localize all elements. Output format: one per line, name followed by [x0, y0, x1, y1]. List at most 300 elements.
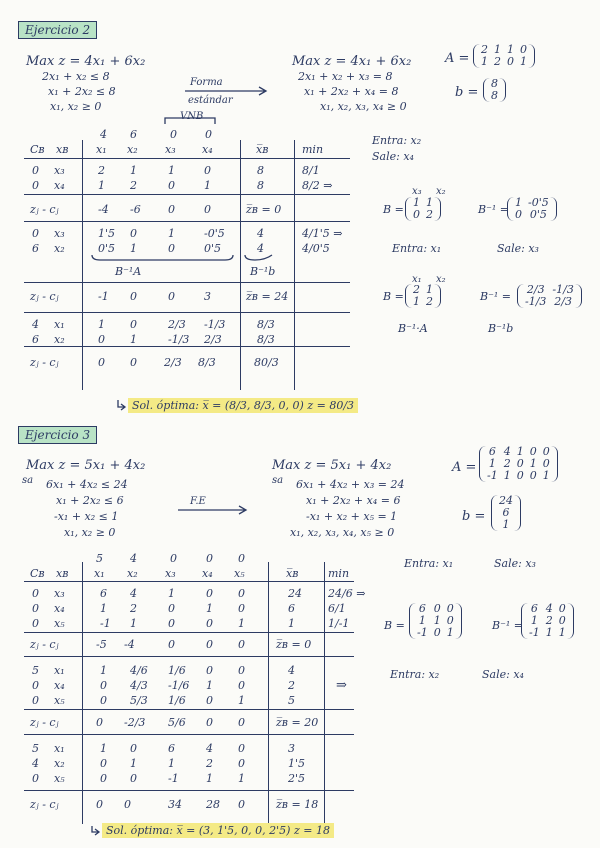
header-xb-bar: x̅ʙ [256, 143, 269, 156]
ex2-leave-1: Sale: x₄ [372, 150, 414, 163]
matrix-cell: 0 [515, 208, 522, 221]
tableau-cell: 6 [288, 602, 295, 615]
tableau-cell: 1 [100, 742, 107, 755]
header-x2: x₂ [127, 143, 138, 156]
ex2-objective: Max z = 4x₁ + 6x₂ [26, 54, 146, 69]
tableau-cell: -1 [98, 290, 109, 303]
tableau-cell: 6 [32, 242, 39, 255]
matrix-cell: 0 [446, 602, 454, 615]
tableau-cell: 1 [204, 179, 211, 192]
tableau-cell: 1 [168, 164, 175, 177]
tableau-cell: 0 [32, 602, 39, 615]
tableau-cell: 0 [238, 664, 245, 677]
ex2-rule-2 [24, 221, 350, 222]
tableau-cell: 0 [32, 587, 39, 600]
tableau-cell: -1 [168, 772, 179, 785]
header-xb: xʙ [56, 567, 69, 580]
ex3-enter-1: Entra: x₁ [404, 557, 454, 570]
tableau-cell: 0 [32, 179, 39, 192]
cost-x3: 0 [170, 128, 177, 141]
tableau-cell: 2/3 [204, 333, 222, 346]
tableau-cell: 8 [257, 179, 264, 192]
ex2-constraint-2: x₁ + 2x₂ ≤ 8 [48, 85, 116, 98]
tableau-cell: -6 [130, 203, 141, 216]
tableau-cell: 0 [238, 602, 245, 615]
ex3-rule-2 [24, 656, 354, 657]
header-x4: x₄ [202, 143, 213, 156]
tableau-cell: 4 [257, 242, 264, 255]
tableau-cell: 0 [206, 716, 213, 729]
ex2-enter-1: Entra: x₂ [372, 134, 422, 147]
tableau-cell: 6 [32, 333, 39, 346]
tableau-cell: 0 [206, 617, 213, 630]
tableau-cell: -4 [124, 638, 135, 651]
ex2-optimal-solution: Sol. óptima: x̅ = (8/3, 8/3, 0, 0) z = 80/3 [128, 398, 358, 413]
tableau-cell: z̅ʙ = 20 [276, 716, 319, 729]
header-xb: xʙ [56, 143, 69, 156]
tableau-cell: 8/3 [198, 356, 216, 369]
ex3-header-rule [24, 581, 354, 582]
ex2-under-b2: B⁻¹·A [398, 322, 428, 335]
ex3-constraint-2: x₁ + 2x₂ ≤ 6 [56, 494, 124, 507]
ex3-col-rule-2 [268, 562, 269, 824]
matrix-cell: 0 [542, 445, 550, 458]
tableau-cell: 8 [257, 164, 264, 177]
header-xb-bar: x̅ʙ [286, 567, 299, 580]
matrix-cell: -1 [487, 469, 498, 482]
ex3-col-rule-1 [82, 562, 83, 824]
tableau-cell: 24 [288, 587, 302, 600]
tableau-cell: 6/1 [328, 602, 346, 615]
tableau-cell: 80/3 [254, 356, 279, 369]
matrix-cell: 1 [520, 55, 527, 68]
ex3-constraint-3: -x₁ + x₂ ≤ 1 [54, 510, 119, 523]
tableau-cell: 0 [238, 716, 245, 729]
tableau-cell: 0 [168, 638, 175, 651]
ex2-a-label: A = [445, 51, 470, 66]
tableau-cell: 8/3 [257, 333, 275, 346]
tableau-cell: 0 [238, 638, 245, 651]
ex3-std-objective: Max z = 5x₁ + 4x₂ [272, 458, 392, 473]
tableau-cell: 6 [100, 587, 107, 600]
tableau-cell: 24/6 ⇒ [328, 587, 366, 600]
ex3-rule-1 [24, 632, 354, 633]
tableau-cell: 3 [204, 290, 211, 303]
tableau-cell: 4 [206, 742, 213, 755]
tableau-cell: z̅ʙ = 24 [246, 290, 289, 303]
tableau-cell: z̅ʙ = 0 [276, 638, 312, 651]
tableau-cell: 1 [130, 164, 137, 177]
cost-x3: 0 [170, 552, 177, 565]
tableau-cell: 0 [130, 772, 137, 785]
tableau-cell: 1'5 [98, 227, 116, 240]
matrix-cell: 1 [433, 614, 441, 627]
header-x3: x₃ [165, 143, 176, 156]
ex3-sa: sa [22, 475, 34, 486]
ex3-leave-2: Sale: x₄ [482, 668, 524, 681]
ex3-matrix-binv [526, 603, 569, 639]
ex2-arrow-label-bottom: estándar [188, 95, 233, 106]
tableau-cell: 0 [98, 333, 105, 346]
matrix-cell: 0 [542, 457, 550, 470]
ex2-binv-a-label: B⁻¹A [115, 265, 142, 278]
matrix-cell: 1 [481, 55, 488, 68]
tableau-cell: 1 [98, 318, 105, 331]
exercise-3-title: Ejercicio 3 [18, 426, 97, 444]
tableau-cell: 2 [206, 757, 213, 770]
matrix-cell: 1 [516, 445, 524, 458]
tableau-cell: 0 [206, 694, 213, 707]
ex2-col-rule-1 [82, 140, 83, 390]
ex2-constraint-1: 2x₁ + x₂ ≤ 8 [42, 70, 110, 83]
ex3-b-label: b = [462, 509, 486, 524]
matrix-cell: 6 [488, 445, 496, 458]
ex3-vector-b [496, 495, 516, 531]
tableau-cell: 5 [32, 742, 39, 755]
tableau-cell: 1/6 [168, 664, 186, 677]
ex3-col-rule-3 [324, 562, 325, 824]
tableau-cell: 0 [32, 227, 39, 240]
ex3-objective: Max z = 5x₁ + 4x₂ [26, 458, 146, 473]
matrix-cell: 24 [499, 494, 513, 507]
tableau-cell: 0 [130, 356, 137, 369]
tableau-cell: 1 [238, 694, 245, 707]
matrix-cell: 2 [545, 614, 553, 627]
tableau-cell: x₁ [54, 742, 65, 755]
tableau-cell: -1/6 [168, 679, 190, 692]
tableau-cell: x₃ [54, 164, 65, 177]
tableau-cell: -2/3 [124, 716, 146, 729]
matrix-cell: 4 [545, 602, 553, 615]
matrix-cell: 6 [502, 506, 510, 519]
cost-x1: 5 [96, 552, 103, 565]
tableau-cell: z̅ʙ = 0 [246, 203, 282, 216]
ex3-leave-1: Sale: x₃ [494, 557, 536, 570]
tableau-cell: 0 [96, 798, 103, 811]
ex2-std-constraint-1: 2x₁ + x₂ + x₃ = 8 [298, 70, 393, 83]
tableau-cell: x₃ [54, 227, 65, 240]
ex2-std-constraint-2: x₁ + 2x₂ + x₄ = 8 [304, 85, 399, 98]
tableau-cell: 1 [100, 602, 107, 615]
matrix-cell: 1 [418, 614, 426, 627]
matrix-cell: 1 [413, 295, 420, 308]
tableau-cell: 1 [98, 179, 105, 192]
tableau-cell: x₄ [54, 179, 65, 192]
matrix-cell: 1 [503, 469, 511, 482]
matrix-cell: -1 [417, 626, 428, 639]
tableau-cell: 0 [238, 587, 245, 600]
tableau-cell: 3 [288, 742, 295, 755]
tableau-cell: 0 [32, 694, 39, 707]
tableau-cell: x₅ [54, 772, 65, 785]
tableau-cell: 0 [130, 290, 137, 303]
ex2-col-rule-2 [240, 140, 241, 390]
tableau-cell: 0'5 [204, 242, 222, 255]
tableau-cell: z̅ʙ = 18 [276, 798, 319, 811]
matrix-cell: -1 [529, 626, 540, 639]
ex2-header-rule [24, 158, 350, 159]
tableau-cell: 0 [98, 356, 105, 369]
header-x1: x₁ [94, 567, 105, 580]
matrix-cell: 0'5 [529, 208, 547, 221]
ex2-rule-3 [24, 282, 350, 283]
ex2-binv2-label: B⁻¹ = [480, 290, 512, 303]
matrix-cell: 0 [558, 602, 566, 615]
matrix-cell: 0 [558, 614, 566, 627]
tableau-cell: -1/3 [168, 333, 190, 346]
tableau-cell: 2 [130, 602, 137, 615]
matrix-cell: 1 [545, 626, 553, 639]
tableau-cell: -1 [100, 617, 111, 630]
tableau-cell: -1/3 [204, 318, 226, 331]
tableau-cell: 0 [168, 203, 175, 216]
ex2-b2-head-2: x₂ [436, 274, 446, 285]
matrix-cell: -0'5 [528, 196, 549, 209]
tableau-cell: 0 [100, 679, 107, 692]
matrix-cell: 0 [413, 208, 420, 221]
tableau-cell: -4 [98, 203, 109, 216]
tableau-cell: 1 [130, 242, 137, 255]
matrix-cell: -1/3 [525, 295, 547, 308]
tableau-cell: 0 [130, 227, 137, 240]
tableau-cell: 4 [257, 227, 264, 240]
tableau-cell: 0 [130, 318, 137, 331]
ex2-matrix-b2 [410, 284, 436, 308]
matrix-cell: -1/3 [552, 283, 574, 296]
ex2-b2-head-1: x₁ [412, 274, 422, 285]
matrix-cell: 1 [426, 196, 433, 209]
tableau-cell: 1/6 [168, 694, 186, 707]
cost-x2: 6 [130, 128, 137, 141]
matrix-cell: 0 [516, 457, 524, 470]
ex2-binv-b-label: B⁻¹b [250, 265, 276, 278]
underbrace-binv-b [245, 255, 272, 260]
tableau-cell: 8/3 [257, 318, 275, 331]
cost-x5: 0 [238, 552, 245, 565]
matrix-cell: 2/3 [526, 283, 545, 296]
matrix-cell: 1 [488, 457, 496, 470]
tableau-cell: 0 [204, 164, 211, 177]
header-min: min [302, 143, 324, 156]
ex3-binv-label: B⁻¹ = [492, 619, 524, 632]
matrix-cell: 0 [529, 469, 537, 482]
tableau-cell: 2'5 [288, 772, 306, 785]
ex3-arrow-label: F.E [190, 496, 206, 507]
tableau-cell: zⱼ - cⱼ [30, 203, 59, 216]
tableau-cell: 0'5 [98, 242, 116, 255]
tableau-cell: zⱼ - cⱼ [30, 290, 59, 303]
tableau-cell: zⱼ - cⱼ [30, 716, 59, 729]
tableau-cell: 0 [130, 742, 137, 755]
tableau-cell: 1 [168, 587, 175, 600]
ex2-binv1-label: B⁻¹ = [478, 203, 510, 216]
matrix-cell: 0 [433, 602, 441, 615]
tableau-cell: 4 [130, 587, 137, 600]
tableau-cell: 1 [238, 772, 245, 785]
tableau-cell: 0 [168, 290, 175, 303]
cost-x2: 4 [130, 552, 137, 565]
tableau-cell: 0 [32, 617, 39, 630]
tableau-cell: 4 [32, 318, 39, 331]
tableau-cell: 0 [100, 694, 107, 707]
ex3-matrix-a [484, 446, 553, 482]
tableau-cell: 5 [32, 664, 39, 677]
header-x3: x₃ [165, 567, 176, 580]
tableau-cell: 0 [168, 242, 175, 255]
tableau-cell: 1 [206, 679, 213, 692]
tableau-cell: 2/3 [168, 318, 186, 331]
tableau-cell: 1 [130, 757, 137, 770]
tableau-cell: 0 [100, 757, 107, 770]
tableau-cell: 5/6 [168, 716, 186, 729]
matrix-cell: 0 [507, 55, 514, 68]
matrix-cell: 0 [520, 43, 527, 56]
tableau-cell: 0 [238, 798, 245, 811]
matrix-cell: 1 [502, 518, 510, 531]
tableau-cell: 0 [32, 164, 39, 177]
header-x4: x₄ [202, 567, 213, 580]
solution-pointer-ex2 [118, 400, 125, 410]
tableau-cell: -5 [96, 638, 107, 651]
tableau-cell: 28 [206, 798, 220, 811]
ex2-matrix-a [478, 44, 530, 68]
ex2-std-nonnegativity: x₁, x₂, x₃, x₄ ≥ 0 [320, 100, 407, 113]
tableau-cell: 2 [98, 164, 105, 177]
tableau-cell: 4/1'5 ⇒ [302, 227, 343, 240]
tableau-cell: 0 [32, 679, 39, 692]
tableau-cell: 2 [288, 679, 295, 692]
ex2-col-rule-3 [294, 140, 295, 390]
matrix-cell: 1 [426, 283, 433, 296]
header-min: min [328, 567, 350, 580]
matrix-cell: 1 [413, 196, 420, 209]
tableau-cell: zⱼ - cⱼ [30, 798, 59, 811]
tableau-cell: x₂ [54, 757, 65, 770]
matrix-cell: 0 [446, 614, 454, 627]
transform-arrow-ex3 [178, 506, 246, 514]
header-x2: x₂ [127, 567, 138, 580]
tableau-cell: 2 [130, 179, 137, 192]
tableau-cell: 0 [124, 798, 131, 811]
matrix-cell: 1 [515, 196, 522, 209]
tableau-cell: 5 [288, 694, 295, 707]
tableau-cell: 1 [206, 772, 213, 785]
ex2-enter-2: Entra: x₁ [392, 242, 442, 255]
tableau-cell: x₂ [54, 242, 65, 255]
matrix-cell: 0 [433, 626, 441, 639]
matrix-cell: 1 [542, 469, 550, 482]
tableau-cell: 34 [168, 798, 182, 811]
ex2-matrix-b1 [410, 197, 436, 221]
ex3-enter-2: Entra: x₂ [390, 668, 440, 681]
tableau-cell: 0 [238, 679, 245, 692]
ex3-std-constraint-1: 6x₁ + 4x₂ + x₃ = 24 [296, 478, 405, 491]
tableau-cell: 0 [100, 772, 107, 785]
tableau-cell: 8/2 ⇒ [302, 179, 333, 192]
ex2-std-objective: Max z = 4x₁ + 6x₂ [292, 54, 412, 69]
tableau-cell: 0 [168, 602, 175, 615]
matrix-cell: 1 [529, 457, 537, 470]
tableau-cell: 0 [168, 617, 175, 630]
matrix-cell: 1 [530, 614, 538, 627]
tableau-cell: 8/1 [302, 164, 320, 177]
tableau-cell: 0 [206, 638, 213, 651]
tableau-cell: 1 [288, 617, 295, 630]
ex3-std-sa: sa [272, 475, 284, 486]
tableau-cell: x₁ [54, 664, 65, 677]
tableau-cell: 4 [32, 757, 39, 770]
ex3-nonnegativity: x₁, x₂ ≥ 0 [64, 526, 116, 539]
ex2-b-label: b = [455, 85, 479, 100]
cost-x4: 0 [205, 128, 212, 141]
ex3-std-constraint-3: -x₁ + x₂ + x₅ = 1 [306, 510, 398, 523]
tableau-cell: 1 [206, 602, 213, 615]
ex3-rule-5 [24, 790, 354, 791]
matrix-cell: 1 [494, 43, 501, 56]
matrix-cell: 8 [491, 77, 498, 90]
tableau-cell: 1/-1 [328, 617, 350, 630]
tableau-cell: 1 [168, 227, 175, 240]
ex3-pivot-arrow: ⇒ [336, 678, 347, 693]
ex2-b1-label: B = [383, 203, 404, 216]
tableau-cell: 1 [130, 333, 137, 346]
ex2-arrow-label-top: Forma [190, 77, 223, 88]
tableau-cell: 4 [288, 664, 295, 677]
tableau-cell: zⱼ - cⱼ [30, 638, 59, 651]
ex2-rule-5 [24, 346, 350, 347]
header-cb: Cʙ [30, 143, 45, 156]
tableau-cell: 2/3 [164, 356, 182, 369]
ex2-b1-head-2: x₂ [436, 186, 446, 197]
tableau-cell: 0 [206, 664, 213, 677]
tableau-cell: x₂ [54, 333, 65, 346]
matrix-cell: 6 [530, 602, 538, 615]
header-cb: Cʙ [30, 567, 45, 580]
tableau-cell: 5/3 [130, 694, 148, 707]
ex2-matrix-binv2 [522, 284, 577, 308]
tableau-cell: 0 [206, 587, 213, 600]
ex2-vnb-label: VNB [180, 111, 204, 122]
matrix-cell: 2 [426, 295, 433, 308]
tableau-cell: 6 [168, 742, 175, 755]
ex3-std-constraint-2: x₁ + 2x₂ + x₄ = 6 [306, 494, 401, 507]
matrix-cell: 0 [529, 445, 537, 458]
ex3-rule-3 [24, 709, 354, 710]
tableau-cell: 1 [168, 757, 175, 770]
ex2-vector-b [488, 78, 501, 102]
ex3-matrix-b [414, 603, 457, 639]
tableau-cell: -0'5 [204, 227, 225, 240]
cost-x1: 4 [100, 128, 107, 141]
solution-pointer-ex3 [92, 826, 99, 835]
tableau-cell: x₃ [54, 587, 65, 600]
ex3-b-matrix-label: B = [384, 619, 405, 632]
tableau-cell: 1 [238, 617, 245, 630]
matrix-cell: 1 [558, 626, 566, 639]
ex3-optimal-solution: Sol. óptima: x̅ = (3, 1'5, 0, 0, 2'5) z = 18 [102, 823, 334, 838]
tableau-cell: x₅ [54, 694, 65, 707]
ex2-rule-4 [24, 312, 350, 313]
matrix-cell: 2 [426, 208, 433, 221]
matrix-cell: 2 [503, 457, 511, 470]
tableau-cell: 0 [238, 757, 245, 770]
ex2-nonnegativity: x₁, x₂ ≥ 0 [50, 100, 102, 113]
ex3-rule-4 [24, 734, 354, 735]
tableau-cell: 0 [238, 742, 245, 755]
ex3-a-label: A = [452, 460, 477, 475]
tableau-cell: zⱼ - cⱼ [30, 356, 59, 369]
header-x1: x₁ [96, 143, 107, 156]
